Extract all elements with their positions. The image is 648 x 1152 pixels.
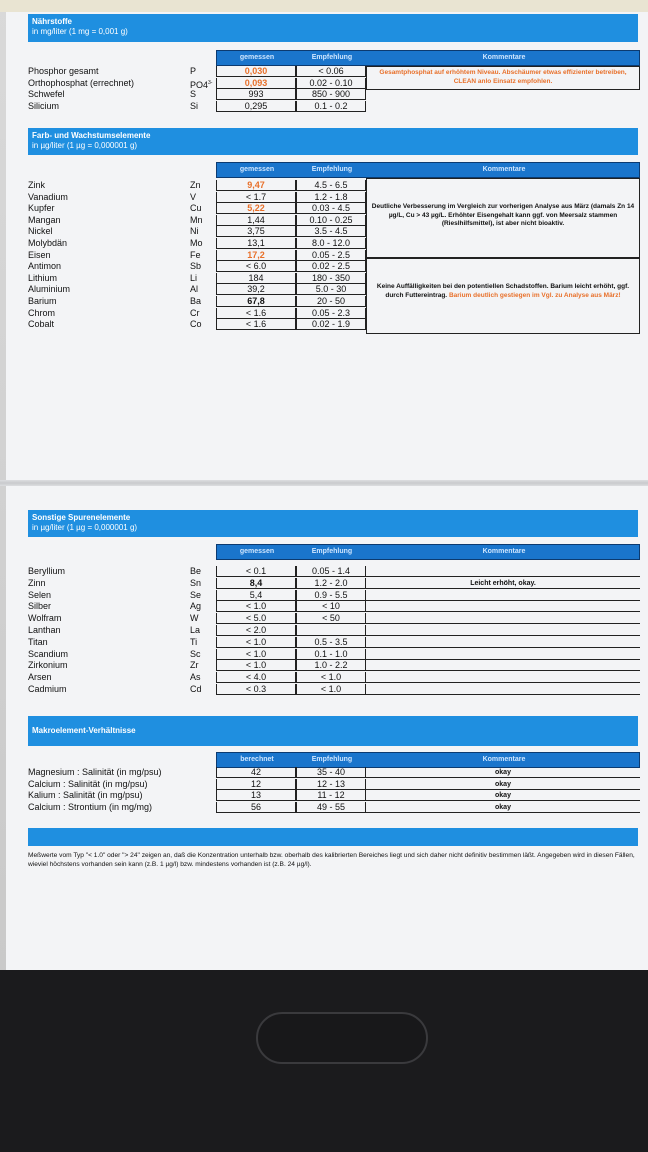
- measured-value: 17,2: [216, 250, 296, 261]
- table-row: [28, 684, 638, 695]
- symbol-text: Mn: [190, 214, 203, 225]
- symbol-text: Mo: [190, 238, 203, 248]
- element-symbol: [190, 637, 197, 648]
- recommended-value: 850 - 900: [296, 89, 366, 100]
- table-row: [28, 790, 638, 801]
- element-name: Zinn: [28, 577, 46, 588]
- section-title: Nährstoffe: [32, 17, 73, 26]
- table-row: [28, 637, 638, 648]
- element-symbol: [190, 684, 202, 695]
- element-name: Eisen: [28, 249, 51, 260]
- element-name: Magnesium : Salinität (in mg/psu): [28, 767, 162, 777]
- measured-value: 0,093: [216, 78, 296, 89]
- recommended-value: < 0.06: [296, 66, 366, 77]
- measured-value: 3,75: [216, 226, 296, 237]
- farb-comment-1: Deutliche Verbesserung im Vergleich zur vorherigen Analyse aus März (damals Zn 14 µg/L, Cu > 43 µg/L. Erhöhter Eisengehalt kann ggf. von Meersalz stammen (Rieslhilfsmittel), ist aber nicht bioaktiv.: [366, 178, 640, 258]
- element-name: Silber: [28, 601, 52, 612]
- symbol-text: V: [190, 191, 197, 202]
- measured-value: < 1.0: [216, 660, 296, 671]
- comment-cell: okay: [366, 802, 640, 813]
- element-symbol: [190, 308, 200, 319]
- recommended-value: < 1.0: [296, 672, 366, 683]
- symbol-charge: 3-: [208, 79, 213, 86]
- element-symbol: [190, 66, 196, 77]
- element-name: Beryllium: [28, 566, 66, 576]
- element-name: Zirkonium: [28, 660, 68, 671]
- table-row: [28, 101, 638, 112]
- measured-value: 0,030: [216, 66, 296, 77]
- table-row: [28, 649, 638, 660]
- element-name: Kupfer: [28, 203, 55, 214]
- measured-value: < 1.6: [216, 308, 296, 319]
- symbol-text: P: [190, 66, 197, 76]
- col-measured: gemessen: [239, 166, 275, 173]
- element-symbol: [190, 601, 201, 612]
- element-symbol: [190, 625, 200, 636]
- recommended-value: 0.03 - 4.5: [296, 203, 366, 214]
- recommended-value: 0.02 - 1.9: [296, 319, 366, 330]
- symbol-text: Zn: [190, 180, 201, 190]
- comment-cell: [366, 637, 640, 648]
- element-name: Titan: [28, 636, 48, 647]
- symbol-text: Ti: [190, 636, 198, 647]
- col-measured: gemessen: [239, 548, 275, 555]
- recommended-value: 8.0 - 12.0: [296, 238, 366, 249]
- farb-comment-2-text: Keine Auffälligkeiten bei den potentiellen Schadstoffen. Barium leicht erhöht, ggf. durch Futtereintrag.: [376, 283, 630, 299]
- footer-bar: [28, 828, 638, 846]
- recommended-value: 0.9 - 5.5: [296, 590, 366, 601]
- element-symbol: [190, 89, 196, 100]
- measured-value: < 5.0: [216, 613, 296, 624]
- symbol-text: Ni: [190, 226, 199, 237]
- recommended-value: 4.5 - 6.5: [296, 180, 366, 191]
- measured-value: 67,8: [216, 296, 296, 307]
- measured-value: 42: [216, 767, 296, 778]
- table-row: [28, 802, 638, 813]
- symbol-text: Al: [190, 284, 199, 295]
- element-name: Selen: [28, 589, 52, 600]
- recommended-value: 1.2 - 1.8: [296, 192, 366, 203]
- element-name: Phosphor gesamt: [28, 66, 99, 76]
- element-name: Vanadium: [28, 191, 68, 202]
- element-symbol: [190, 261, 201, 272]
- symbol-text: Cd: [190, 684, 202, 694]
- measured-value: 5,4: [216, 590, 296, 601]
- recommended-value: 0.05 - 2.3: [296, 308, 366, 319]
- element-symbol: [190, 238, 203, 249]
- table-header-naehrstoffe: [216, 50, 640, 66]
- measured-value: < 6.0: [216, 261, 296, 272]
- measured-value: < 1.7: [216, 192, 296, 203]
- measured-value: 56: [216, 802, 296, 813]
- symbol-text: PO4: [190, 79, 209, 90]
- naehrstoffe-comment: Gesamtphosphat auf erhöhtem Niveau. Abschäumer etwas effizienter betreiben, CLEAN anlo Einsatz empfohlen.: [366, 66, 640, 90]
- recommended-value: 0.05 - 1.4: [296, 566, 366, 577]
- section-header-farb: [28, 128, 638, 155]
- measured-value: 1,44: [216, 215, 296, 226]
- recommended-value: 180 - 350: [296, 273, 366, 284]
- section-header-naehrstoffe: [28, 14, 638, 42]
- element-name: Schwefel: [28, 89, 65, 99]
- element-name: Molybdän: [28, 238, 68, 248]
- comment-cell: [366, 649, 640, 660]
- recommended-value: 11 - 12: [296, 790, 366, 801]
- measured-value: < 1.6: [216, 319, 296, 330]
- table-header-farb: [216, 162, 640, 178]
- table-row: [28, 625, 638, 636]
- element-symbol: [190, 566, 201, 577]
- col-measured: gemessen: [239, 54, 275, 61]
- element-name: Barium: [28, 296, 57, 306]
- recommended-value: 5.0 - 30: [296, 284, 366, 295]
- recommended-value: 1.0 - 2.2: [296, 660, 366, 671]
- comment-cell: [366, 625, 640, 636]
- element-symbol: [190, 296, 201, 307]
- element-name: Scandium: [28, 648, 69, 659]
- element-name: Arsen: [28, 672, 52, 683]
- recommended-value: 35 - 40: [296, 767, 366, 778]
- symbol-text: W: [190, 613, 199, 624]
- col-recommendation: Empfehlung: [311, 548, 353, 555]
- symbol-text: Zr: [190, 660, 199, 671]
- footnote: Meßwerte vom Typ "< 1.0" oder "> 24" zeigen an, daß die Konzentration unterhalb bzw. oberhalb des kalibrierten Bereiches liegt und sich daher nicht definitiv bestimmen läßt. Angegeben wird in diesen Fällen, wieviel höchstens vorhanden sein kann (z.B. 1 µg/l) bzw. mindestens vorhanden ist (z.B. 24 µg/l).: [28, 852, 635, 868]
- recommended-value: < 10: [296, 601, 366, 612]
- table-row: [28, 767, 638, 778]
- recommended-value: [296, 625, 366, 636]
- comment-cell: [366, 590, 640, 601]
- measured-value: 993: [216, 89, 296, 100]
- farb-comment-2-highlight: Barium deutlich gestiegen im Vgl. zu Analyse aus März!: [448, 291, 621, 299]
- measured-value: 13,1: [216, 238, 296, 249]
- recommended-value: 3.5 - 4.5: [296, 226, 366, 237]
- symbol-text: Sc: [190, 648, 201, 659]
- recommended-value: 0.5 - 3.5: [296, 637, 366, 648]
- element-name: Wolfram: [28, 613, 62, 624]
- recommended-value: 0.05 - 2.5: [296, 250, 366, 261]
- measured-value: 8,4: [216, 578, 296, 589]
- measured-value: 13: [216, 790, 296, 801]
- top-strip: [0, 0, 648, 12]
- element-name: Orthophosphat (errechnet): [28, 77, 135, 88]
- table-row: [28, 601, 638, 612]
- recommended-value: 20 - 50: [296, 296, 366, 307]
- table-header-spuren: [216, 544, 640, 560]
- section-header-makro: [28, 716, 638, 746]
- symbol-text: La: [190, 625, 201, 635]
- element-symbol: [190, 660, 199, 671]
- symbol-text: Ba: [190, 296, 202, 306]
- recommended-value: < 1.0: [296, 684, 366, 695]
- measured-value: < 2.0: [216, 625, 296, 636]
- symbol-text: Si: [190, 100, 199, 111]
- comment-cell: [366, 660, 640, 671]
- comment-cell: okay: [366, 790, 640, 801]
- measured-value: 12: [216, 779, 296, 790]
- element-name: Calcium : Strontium (in mg/mg): [28, 801, 153, 812]
- comment-cell: okay: [366, 779, 640, 790]
- element-name: Antimon: [28, 261, 62, 272]
- element-name: Zink: [28, 180, 46, 190]
- measured-value: 5,22: [216, 203, 296, 214]
- table-header-makro: [216, 752, 640, 768]
- symbol-text: Cr: [190, 307, 200, 318]
- element-name: Kalium : Salinität (in mg/psu): [28, 790, 143, 800]
- element-symbol: [190, 180, 201, 191]
- table-row: [28, 590, 638, 601]
- recommended-value: < 50: [296, 613, 366, 624]
- symbol-text: Ag: [190, 601, 202, 612]
- element-name: Lithium: [28, 272, 58, 283]
- measured-value: 9,47: [216, 180, 296, 191]
- col-comments: Kommentare: [482, 756, 526, 763]
- symbol-text: As: [190, 672, 201, 683]
- comment-cell: okay: [366, 767, 640, 778]
- measured-value: < 1.0: [216, 637, 296, 648]
- table-row: [28, 566, 638, 577]
- element-name: Aluminium: [28, 284, 71, 295]
- element-symbol: [190, 672, 201, 683]
- table-row: [28, 660, 638, 671]
- measured-value: < 1.0: [216, 649, 296, 660]
- section-title: Farb- und Wachstumselemente: [32, 131, 151, 140]
- symbol-text: Se: [190, 589, 202, 600]
- measured-value: 184: [216, 273, 296, 284]
- table-row: [28, 89, 638, 100]
- home-button[interactable]: [256, 1012, 428, 1064]
- col-recommendation: Empfehlung: [311, 166, 353, 173]
- comment-cell: [366, 601, 640, 612]
- symbol-text: Sn: [190, 577, 202, 588]
- recommended-value: 12 - 13: [296, 779, 366, 790]
- measured-value: < 0.3: [216, 684, 296, 695]
- col-recommendation: Empfehlung: [311, 756, 353, 763]
- page-break: [0, 480, 648, 486]
- element-name: Lanthan: [28, 625, 61, 635]
- measured-value: < 0.1: [216, 566, 296, 577]
- element-symbol: [190, 250, 201, 261]
- element-symbol: [190, 203, 202, 214]
- measured-value: 39,2: [216, 284, 296, 295]
- element-symbol: [190, 649, 201, 660]
- section-title: Makroelement-Verhältnisse: [32, 726, 136, 735]
- section-title: Sonstige Spurenelemente: [32, 513, 131, 522]
- element-name: Chrom: [28, 307, 56, 318]
- symbol-text: Be: [190, 566, 202, 576]
- measured-value: < 1.0: [216, 601, 296, 612]
- recommended-value: 1.2 - 2.0: [296, 578, 366, 589]
- element-name: Mangan: [28, 214, 61, 225]
- comment-cell: [366, 684, 640, 695]
- table-row: [28, 613, 638, 624]
- element-symbol: [190, 101, 198, 112]
- recommended-value: 0.02 - 2.5: [296, 261, 366, 272]
- element-symbol: [190, 273, 197, 284]
- element-symbol: [190, 578, 201, 589]
- element-symbol: [190, 590, 201, 601]
- symbol-text: Li: [190, 272, 198, 283]
- element-symbol: [190, 192, 196, 203]
- element-name: Cadmium: [28, 684, 67, 694]
- section-header-spuren: [28, 510, 638, 537]
- section-unit: in mg/liter (1 mg = 0,001 g): [32, 27, 128, 36]
- table-row: [28, 672, 638, 683]
- recommended-value: 49 - 55: [296, 802, 366, 813]
- recommended-value: 0.1 - 0.2: [296, 101, 366, 112]
- col-comments: Kommentare: [482, 166, 526, 173]
- symbol-text: Sb: [190, 261, 202, 272]
- element-symbol: [190, 226, 199, 237]
- comment-cell: [366, 566, 640, 577]
- symbol-text: S: [190, 89, 197, 99]
- element-name: Nickel: [28, 226, 53, 237]
- comment-cell: [366, 672, 640, 683]
- comment-cell: [366, 613, 640, 624]
- recommended-value: 0.1 - 1.0: [296, 649, 366, 660]
- measured-value: 0,295: [216, 101, 296, 112]
- element-name: Calcium : Salinität (in mg/psu): [28, 778, 148, 789]
- element-symbol: [190, 284, 198, 295]
- measured-value: < 4.0: [216, 672, 296, 683]
- recommended-value: 0.02 - 0.10: [296, 78, 366, 89]
- table-row: [28, 578, 638, 589]
- col-calculated: berechnet: [240, 756, 274, 763]
- comment-cell: Leicht erhöht, okay.: [366, 578, 640, 589]
- element-symbol: [190, 319, 202, 330]
- symbol-text: Co: [190, 319, 202, 330]
- element-symbol: [190, 215, 203, 226]
- farb-comment-2: [366, 258, 640, 334]
- table-row: [28, 779, 638, 790]
- col-recommendation: Empfehlung: [311, 54, 353, 61]
- col-comments: Kommentare: [482, 548, 526, 555]
- section-unit: in µg/liter (1 µg = 0,000001 g): [32, 523, 138, 532]
- symbol-text: Fe: [190, 249, 201, 260]
- section-unit: in µg/liter (1 µg = 0,000001 g): [32, 141, 138, 150]
- recommended-value: 0.10 - 0.25: [296, 215, 366, 226]
- element-name: Cobalt: [28, 319, 55, 330]
- element-symbol: [190, 613, 199, 624]
- symbol-text: Cu: [190, 203, 202, 214]
- element-name: Silicium: [28, 100, 60, 111]
- col-comments: Kommentare: [482, 54, 526, 61]
